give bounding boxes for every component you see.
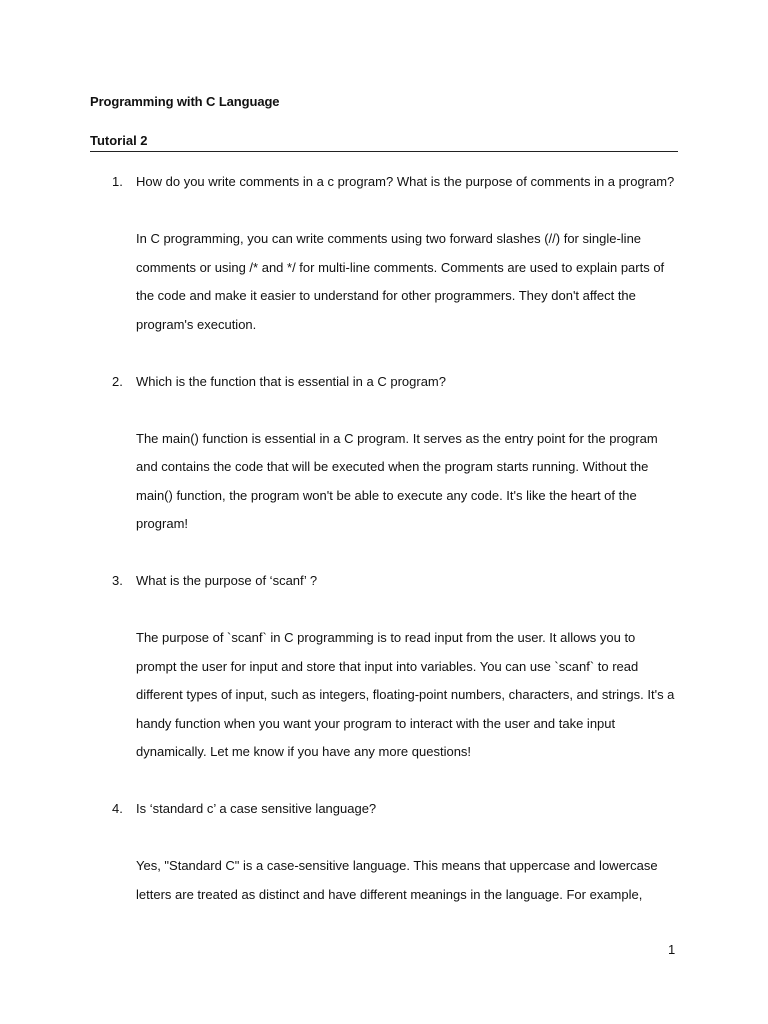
- list-item: [90, 168, 678, 339]
- list-item: [90, 368, 678, 539]
- page-number: 1: [668, 942, 676, 957]
- document-title: Programming with C Language: [90, 94, 280, 109]
- question-text: What is the purpose of ‘scanf’ ?: [136, 573, 318, 588]
- answer-text: The main() function is essential in a C program. It serves as the entry point for the program and contains the code that will be executed when the program starts running. Without the main() function, the program won't be able to execute any code. It's like the heart of the program!: [136, 430, 658, 531]
- tutorial-heading: Tutorial 2: [90, 133, 678, 152]
- list-item: [90, 567, 678, 767]
- question-list: [90, 168, 678, 938]
- question-text: Is ‘standard c’ a case sensitive language?: [136, 801, 377, 816]
- answer-text: Yes, "Standard C" is a case-sensitive language. This means that uppercase and lowercase letters are treated as distinct and have different meanings in the language. For example,: [136, 858, 658, 902]
- item-number: 2.: [112, 373, 123, 389]
- item-number: 1.: [112, 174, 123, 189]
- item-number: 4.: [112, 801, 123, 816]
- question-text: Which is the function that is essential in a C program?: [136, 373, 446, 389]
- question-text: How do you write comments in a c program? What is the purpose of comments in a program?: [136, 174, 675, 189]
- item-number: 3.: [112, 573, 123, 588]
- answer-text: In C programming, you can write comments using two forward slashes (//) for single-line comments or using /* and */ for multi-line comments. Comments are used to explain parts of the code and make it easier to understand for other programmers. They don't affect the program's execution.: [136, 231, 665, 332]
- answer-text: The purpose of `scanf` in C programming is to read input from the user. It allows you to prompt the user for input and store that input into variables. You can use `scanf` to read different types of input, such as integers, floating-point numbers, characters, and strings. It's a handy function when you want your program to interact with the user and take input dynamically. Let me know if you have any more questions!: [136, 630, 675, 759]
- list-item: [90, 795, 678, 909]
